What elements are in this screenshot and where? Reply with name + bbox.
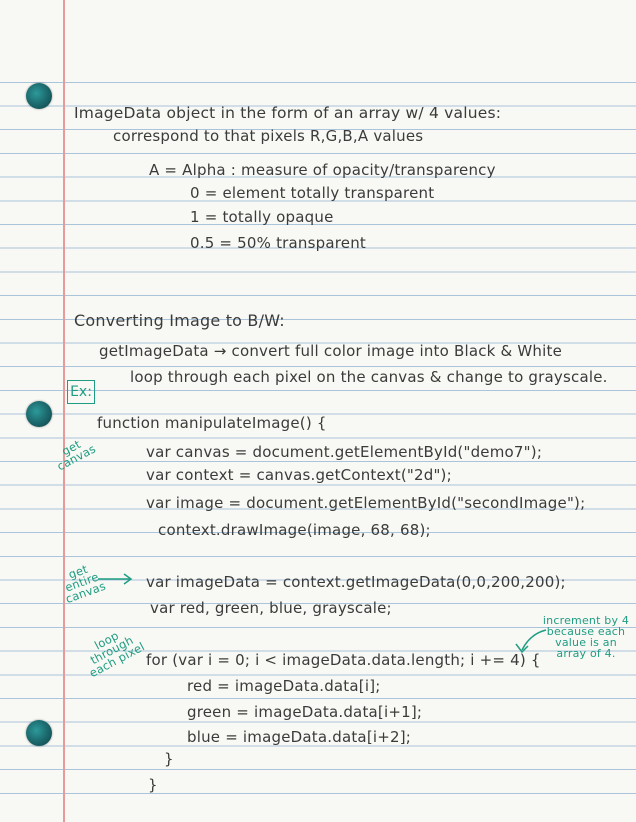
code-line: blue = imageData.data[i+2];	[187, 728, 412, 746]
note-line: ImageData object in the form of an array w/ 4 values:	[74, 104, 502, 122]
code-line: var context = canvas.getContext("2d");	[146, 466, 452, 484]
code-line: function manipulateImage() {	[97, 414, 327, 432]
note-line: loop through each pixel on the canvas & change to grayscale.	[130, 368, 608, 386]
arrow-icon	[96, 572, 136, 586]
note-line: correspond to that pixels R,G,B,A values	[113, 127, 424, 145]
binder-hole	[26, 401, 52, 427]
annotation-get-entire-canvas: get entire canvas	[63, 561, 108, 607]
binder-hole	[26, 83, 52, 109]
note-line: A = Alpha : measure of opacity/transparency	[149, 161, 496, 179]
note-line: getImageData → convert full color image into Black & White	[99, 342, 562, 360]
code-line: context.drawImage(image, 68, 68);	[158, 521, 431, 539]
code-line: red = imageData.data[i];	[187, 677, 381, 695]
annotation-increment: increment by 4 because each value is an array of 4.	[542, 614, 630, 660]
code-line: var imageData = context.getImageData(0,0,200,200);	[146, 573, 566, 591]
example-label: Ex:	[67, 380, 95, 404]
code-line: }	[148, 776, 158, 794]
margin-line	[63, 0, 65, 822]
code-line: var image = document.getElementById("secondImage");	[146, 494, 586, 512]
annotation-get-canvas: get canvas	[54, 436, 99, 474]
code-line: var red, green, blue, grayscale;	[150, 599, 392, 617]
binder-hole	[26, 720, 52, 746]
code-line: var canvas = document.getElementById("demo7");	[146, 443, 543, 461]
code-line: }	[164, 750, 174, 768]
arrow-icon	[510, 628, 550, 658]
note-line: 1 = totally opaque	[190, 208, 334, 226]
code-line: green = imageData.data[i+1];	[187, 703, 423, 721]
annotation-loop-pixel: loop through each pixel	[86, 628, 147, 681]
code-line: for (var i = 0; i < imageData.data.length; i += 4) {	[146, 651, 541, 669]
note-line: 0 = element totally transparent	[190, 184, 435, 202]
note-line: 0.5 = 50% transparent	[190, 234, 366, 252]
section-title: Converting Image to B/W:	[74, 311, 285, 330]
